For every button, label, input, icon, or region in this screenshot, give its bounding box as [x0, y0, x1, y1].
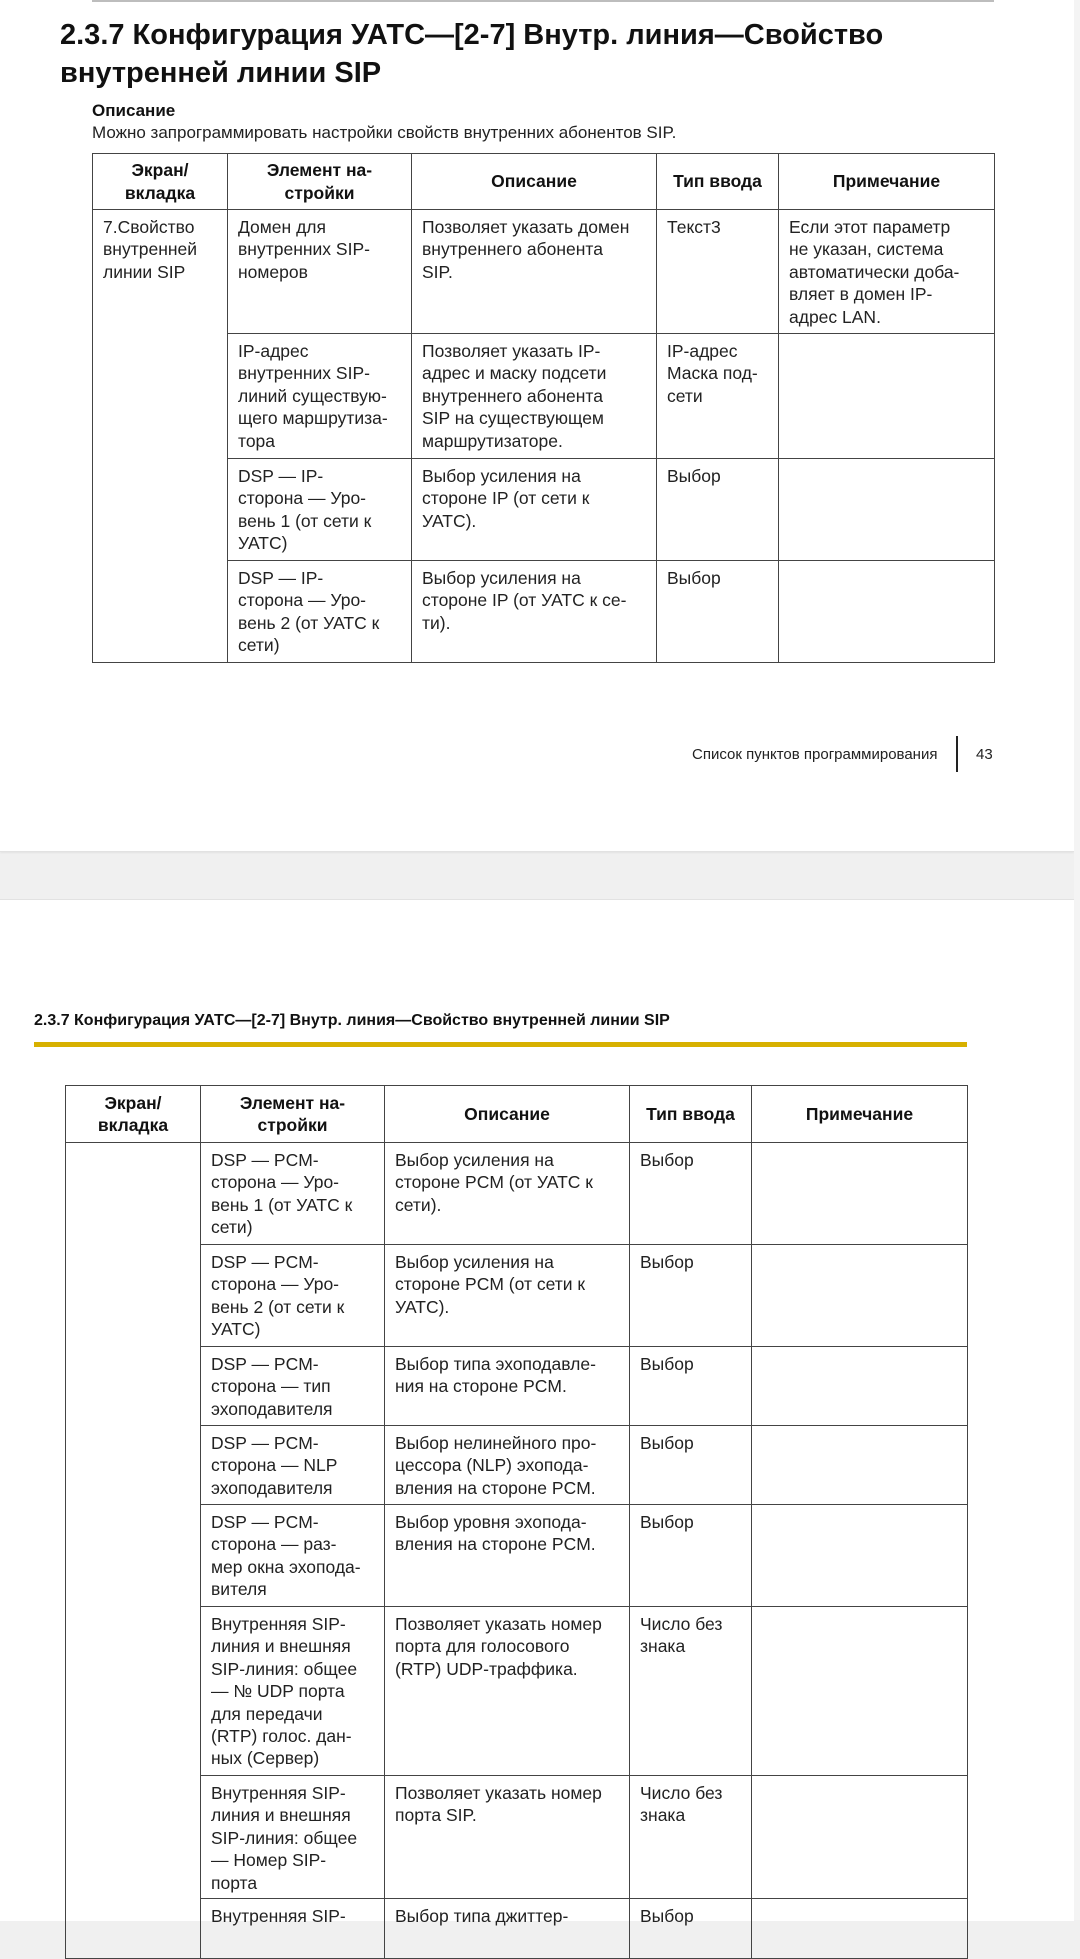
- note-cell: [752, 1426, 968, 1505]
- setting-item-cell: DSP — PCM- сторона — раз- мер окна эхопода- вителя: [201, 1505, 385, 1607]
- header-accent-rule: [34, 1042, 967, 1047]
- header-note: Примечание: [752, 1086, 968, 1143]
- setting-item-cell: IP-адрес внутренних SIP- линий существую- щего маршрутиза- тора: [228, 334, 412, 459]
- description-cell: Выбор уровня эхопода- вления на стороне PCM.: [385, 1505, 630, 1607]
- header-screen-tab: Экран/ вкладка: [66, 1086, 201, 1143]
- header-setting-item: Элемент на- стройки: [201, 1086, 385, 1143]
- table-row: [93, 210, 995, 334]
- settings-table: [92, 153, 995, 663]
- input-type-cell: Выбор: [657, 459, 779, 561]
- input-type-cell: Выбор: [630, 1143, 752, 1245]
- input-type-cell: Число без знака: [630, 1776, 752, 1899]
- note-cell: [752, 1607, 968, 1776]
- setting-item-cell: Внутренняя SIP- линия и внешняя SIP-линия: общее — № UDP порта для передачи (RTP) голос. дан- ных (Сервер): [201, 1607, 385, 1776]
- description-cell: Выбор усиления на стороне IP (от сети к УАТС).: [412, 459, 657, 561]
- table-row: [93, 334, 995, 459]
- section-title: 2.3.7 Конфигурация УАТС—[2-7] Внутр. линия—Свойство внутренней линии SIP: [60, 19, 884, 89]
- description-cell: Выбор усиления на стороне PCM (от УАТС к сети).: [385, 1143, 630, 1245]
- description-cell: Позволяет указать номер порта SIP.: [385, 1776, 630, 1899]
- description-text: Можно запрограммировать настройки свойств внутренних абонентов SIP.: [92, 123, 677, 142]
- description-cell: Выбор типа эхоподавле- ния на стороне PCM.: [385, 1347, 630, 1426]
- previous-table-bottom-border: [92, 0, 994, 2]
- note-cell: [752, 1505, 968, 1607]
- description-cell: Выбор нелинейного про- цессора (NLP) эхопода- вления на стороне PCM.: [385, 1426, 630, 1505]
- setting-item-cell: Внутренняя SIP-: [201, 1899, 385, 1959]
- description-cell: Позволяет указать номер порта для голосового (RTP) UDP-траффика.: [385, 1607, 630, 1776]
- table-header-row: [93, 154, 995, 210]
- setting-item-cell: Домен для внутренних SIP- номеров: [228, 210, 412, 334]
- input-type-cell: Выбор: [630, 1245, 752, 1347]
- header-note: Примечание: [779, 154, 995, 210]
- note-cell: [779, 561, 995, 663]
- note-cell: [752, 1245, 968, 1347]
- description-cell: Выбор усиления на стороне PCM (от сети к УАТС).: [385, 1245, 630, 1347]
- input-type-cell: Выбор: [630, 1505, 752, 1607]
- input-type-cell: IP-адрес Маска под- сети: [657, 334, 779, 459]
- header-input-type: Тип ввода: [657, 154, 779, 210]
- table-row: [66, 1245, 968, 1347]
- setting-item-cell: Внутренняя SIP- линия и внешняя SIP-линия: общее — Номер SIP- порта: [201, 1776, 385, 1899]
- note-cell: [779, 459, 995, 561]
- setting-item-cell: DSP — PCM- сторона — тип эхоподавителя: [201, 1347, 385, 1426]
- setting-item-cell: DSP — PCM- сторона — Уро- вень 1 (от УАТС к сети): [201, 1143, 385, 1245]
- setting-item-cell: DSP — IP- сторона — Уро- вень 1 (от сети к УАТС): [228, 459, 412, 561]
- note-cell: [779, 334, 995, 459]
- input-type-cell: Текст3: [657, 210, 779, 334]
- table-row: [66, 1505, 968, 1607]
- setting-item-cell: DSP — PCM- сторона — Уро- вень 2 (от сети к УАТС): [201, 1245, 385, 1347]
- note-cell: [752, 1899, 968, 1959]
- note-cell: [752, 1347, 968, 1426]
- input-type-cell: Выбор: [630, 1899, 752, 1959]
- table-header-row: [66, 1086, 968, 1143]
- table-row: [66, 1776, 968, 1899]
- table-row: [66, 1143, 968, 1245]
- description-cell: Позволяет указать IP- адрес и маску подсети внутреннего абонента SIP на существующем маршрутизаторе.: [412, 334, 657, 459]
- footer-chapter-title: Список пунктов программирования: [692, 746, 938, 763]
- header-description: Описание: [412, 154, 657, 210]
- note-cell: Если этот параметр не указан, система автоматически доба- вляет в домен IP- адрес LAN.: [779, 210, 995, 334]
- running-header: 2.3.7 Конфигурация УАТС—[2-7] Внутр. линия—Свойство внутренней линии SIP: [34, 1012, 670, 1029]
- page-number: 43: [976, 746, 993, 763]
- header-input-type: Тип ввода: [630, 1086, 752, 1143]
- table-row: [66, 1347, 968, 1426]
- header-description: Описание: [385, 1086, 630, 1143]
- settings-table-continued: [65, 1085, 968, 1959]
- header-screen-tab: Экран/ вкладка: [93, 154, 228, 210]
- input-type-cell: Выбор: [630, 1347, 752, 1426]
- description-cell: Выбор усиления на стороне IP (от УАТС к се- ти).: [412, 561, 657, 663]
- header-setting-item: Элемент на- стройки: [228, 154, 412, 210]
- document-page-43: [0, 0, 1074, 852]
- description-heading: Описание: [92, 101, 176, 120]
- setting-item-cell: DSP — PCM- сторона — NLP эхоподавителя: [201, 1426, 385, 1505]
- table-row: [66, 1607, 968, 1776]
- setting-item-cell: DSP — IP- сторона — Уро- вень 2 (от УАТС к сети): [228, 561, 412, 663]
- input-type-cell: Выбор: [657, 561, 779, 663]
- note-cell: [752, 1776, 968, 1899]
- table-row: [93, 561, 995, 663]
- description-cell: Выбор типа джиттер-: [385, 1899, 630, 1959]
- input-type-cell: Число без знака: [630, 1607, 752, 1776]
- table-row: [66, 1899, 968, 1959]
- table-row: [66, 1426, 968, 1505]
- input-type-cell: Выбор: [630, 1426, 752, 1505]
- screen-tab-cell: [66, 1143, 201, 1959]
- footer-separator: [956, 736, 958, 772]
- viewer-scroll-gutter: [1074, 0, 1080, 1920]
- note-cell: [752, 1143, 968, 1245]
- description-cell: Позволяет указать домен внутреннего абонента SIP.: [412, 210, 657, 334]
- screen-tab-cell: 7.Свойство внутренней линии SIP: [93, 210, 228, 663]
- table-row: [93, 459, 995, 561]
